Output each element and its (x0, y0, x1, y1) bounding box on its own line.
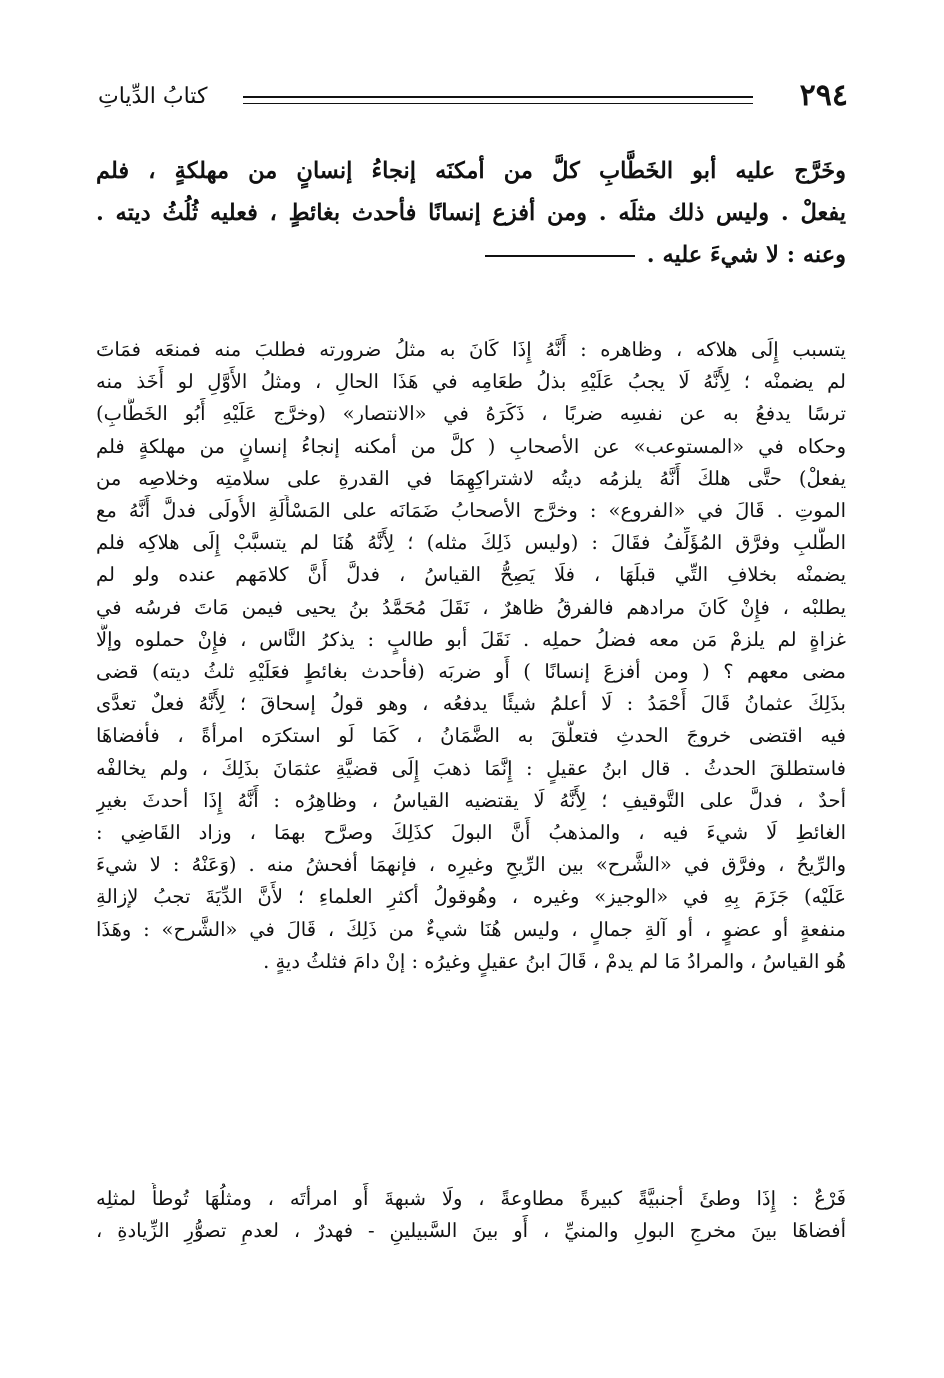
commentary-line: منفعةٍ أو عضوٍ ، أو آلةِ جمالٍ ، وليس هُنَا شيءٌ من ذَلِكَ ، قَالَ في «الشَّرح» : وهَذَا (96, 917, 846, 941)
matn-line: وخَرَّج عليه أبو الخَطَّابِ كلَّ من أمكنَه إنجاءُ إنسانٍ من مهلكةٍ ، فلم (96, 158, 846, 184)
commentary-line: بذَلِكَ عثمانُ قَالَ أَحْمَدُ : لَا أعلمُ شيئًا يدفعُه ، وهو قولُ إسحاقَ ؛ لِأَنَّهُ فعلٌ تعدَّى (96, 692, 846, 716)
commentary-line: ترسًا يدفعُ به عن نفسِه ضربًا ، ذَكَرَهُ في «الانتصار» (وخرَّج عَلَيْهِ أَبُو الخَطَّابِ) (96, 402, 846, 426)
far-line: أفضاهَا بينَ مخرجِ البولِ والمنيِّ ، أَو بينَ السَّبيلينِ - فهدرٌ ، لعدمِ تصوُّرِ الزِّيادةِ ، (96, 1219, 846, 1243)
commentary-line: يتسبب إِلَى هلاكه ، وظاهره : أَنَّهُ إِذَا كَانَ به مثلُ ضرورته فطلبَ منه فمنعَه فمَاتَ (96, 338, 846, 361)
commentary-line: غزاةٍ لم يلزمْ مَن معه فضلُ حملِه . نَقَلَ أبو طالبٍ : يذكرُ النَّاس ، فإِنْ حملوه وإلَّا (96, 627, 846, 651)
matn-text (96, 150, 846, 276)
page-number: ٢٩٤ (799, 78, 848, 113)
commentary-line: أحدٌ ، فدلَّ على التَّوقيفِ ؛ لِأَنَّهُ لَا يقتضيه القياسُ ، وظاهِرُه : أَنَّهُ إِذَا أحدثَ بغيرِ (96, 788, 846, 812)
commentary-line: يطلبْه ، فإِنْ كَانَ مرادهم فالفرقُ ظاهرٌ ، نَقَلَ مُحَمَّدُ بنُ يحيى فيمن مَاتَ فرسُه في (96, 595, 846, 619)
matn-line-text: وعنه : لا شيءَ عليه . (646, 242, 846, 268)
page-header (98, 78, 848, 118)
commentary-line: الغائطِ لَا شيءَ فيه ، والمذهبُ أَنَّ البولَ كذَلِكَ وصرَّح بهمَا ، وزاد القَاضِي : (96, 821, 846, 845)
matn-line: يفعلْ . وليس ذلك مثلَه . ومن أفزع إنسانًا فأحدث بغائطٍ ، فعليه ثُلُثُ ديته . (96, 200, 846, 226)
commentary-line: يفعلْ) حتَّى هلكَ أَنَّهُ يلزمُه ديتُه لاشتراكِهِمَا في القدرةِ على سلامتِه وخلاصِه من (96, 466, 846, 490)
commentary-line: مضى معهم ؟ ( ومن أفزعَ إنسانًا ) أَو ضربَه (فأحدث بغائطٍ فعَلَيْهِ ثلثُ ديته) قضى (96, 660, 846, 684)
commentary-line: عَلَيْه) جَزَمَ بِهِ في «الوجيز» وغيره ، وهُوقولُ أكثرِ العلماءِ ؛ لأَنَّ الدِّيَةَ تجبُ لإزالةِ (96, 885, 846, 909)
commentary-line: يضمنْه بخلافِ التِّي قبلَهَا ، فلَا يَصِحُّ القياسُ ، فدلَّ أَنَّ كلامَهم عنده ولو لم (96, 563, 846, 587)
commentary-line: والرِّيحُ ، وفرَّق في «الشَّرح» بين الرِّيحِ وغيرِه ، فإنهمَا أفحشُ منه . (وَعَنْهُ : لا شيءَ (96, 853, 846, 877)
commentary-line: فيه اقتضى خروجَ الحدثِ فتعلَّقَ به الضَّمَانُ ، كَمَا لَو استكرَه امرأةً ، فأفضاهَا (96, 724, 846, 748)
commentary-line: هُو القياسُ ، والمرادُ مَا لم يدمْ ، قَالَ ابنُ عقيلٍ وغيرُه : إنْ دامَ فثلثُ ديةٍ . (263, 949, 846, 973)
far-section (96, 1183, 846, 1247)
commentary-line: لم يضمنْه ؛ لِأَنَّهُ لَا يجبُ عَلَيْهِ بذلُ طعَامِه في هَذَا الحالِ ، ومثلُ الأَوَّلِ لو أَخَذ منه (96, 370, 846, 394)
commentary-line: الطَّلبِ وفرَّق المُؤَلِّفُ فقَالَ : (وليس ذَلِكَ مثله) ؛ لِأَنَّهُ هُنَا لم يتسبَّبْ إِلَى هلاكِه فلم (96, 531, 846, 555)
commentary-line: الموتِ . قَالَ في «الفروع» : وخرَّج الأصحابُ ضَمَانَه على المَسْأَلَةِ الأُولَى فدلَّ أَنَّهُ مع (96, 499, 846, 523)
header-rule (243, 96, 753, 104)
matn-separator-rule (485, 255, 635, 257)
commentary-line: وحكاه في «المستوعب» عن الأصحابِ ( كلَّ من أمكنه إنجاءُ إنسانٍ من مهلكةٍ فلم (96, 434, 846, 458)
far-line: فَرْعٌ : إِذَا وطئَ أجنبيَّةً كبيرةً مطاوعةً ، ولَا شبهةَ أَو امرأتَه ، ومثلُهَا تُوطأُ لمثلِه (96, 1187, 846, 1210)
commentary-text (96, 334, 846, 978)
commentary-line: فاستطلقَ الحدثُ . قال ابنُ عقيلٍ : إِنَّمَا ذهبَ إِلَى قضيَّةِ عثمَانَ بذَلِكَ ، ولم يخالفْه (96, 756, 846, 780)
book-title: كتابُ الدِّياتِ (98, 84, 208, 109)
matn-line-last (96, 234, 846, 276)
